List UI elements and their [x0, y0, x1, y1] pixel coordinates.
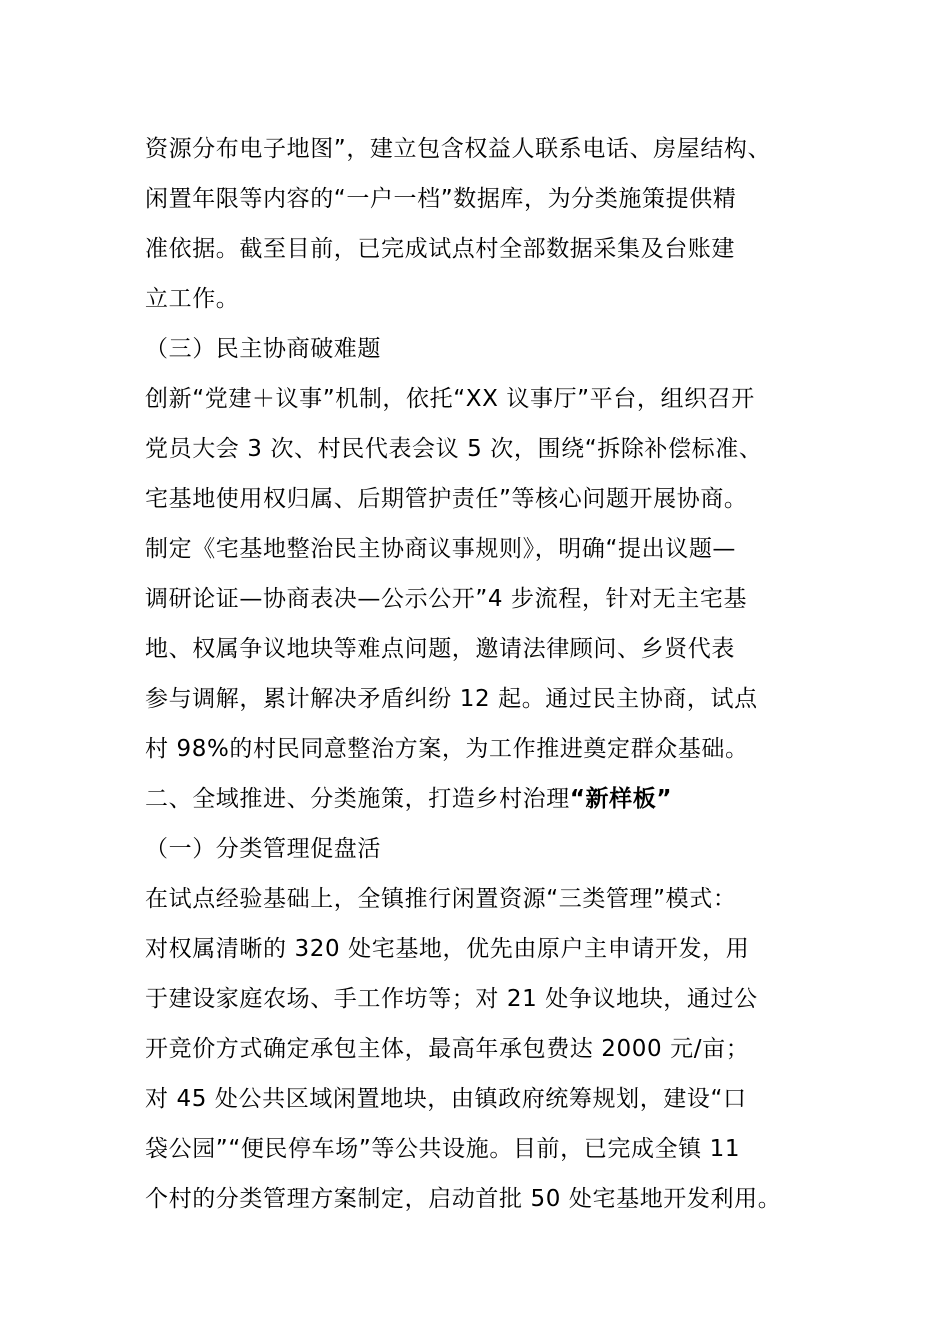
text-line: 袋公园”“便民停车场”等公共设施。目前，已完成全镇 11 [145, 1136, 741, 1162]
text-line: 对权属清晰的 320 处宅基地，优先由原户主申请开发，用 [145, 936, 750, 962]
chapter-heading [145, 774, 825, 824]
text-line: 制定《宅基地整治民主协商议事规则》，明确“提出议题— [145, 536, 737, 562]
text-line: 立工作。 [145, 286, 240, 312]
text-line: 个村的分类管理方案制定，启动首批 50 处宅基地开发利用。 [145, 1186, 782, 1212]
text-line: 在试点经验基础上，全镇推行闲置资源“三类管理”模式： [145, 886, 737, 912]
chapter-heading-bold: “新样板” [569, 786, 673, 812]
text-line: 开竞价方式确定承包主体，最高年承包费达 2000 元/亩； [145, 1036, 750, 1062]
text-line: 村 98%的村民同意整治方案，为工作推进奠定群众基础。 [145, 736, 749, 762]
text-line: 于建设家庭农场、手工作坊等；对 21 处争议地块，通过公 [145, 986, 758, 1012]
section-heading: （三）民主协商破难题 [145, 336, 381, 362]
text-line: 地、权属争议地块等难点问题，邀请法律顾问、乡贤代表 [145, 636, 735, 662]
text-line: 对 45 处公共区域闲置地块，由镇政府统筹规划，建设“口 [145, 1086, 747, 1112]
text-line: 资源分布电子地图”，建立包含权益人联系电话、房屋结构、 [145, 136, 772, 162]
text-line: 参与调解，累计解决矛盾纠纷 12 起。通过民主协商，试点 [145, 686, 758, 712]
text-line: 准依据。截至目前，已完成试点村全部数据采集及台账建 [145, 236, 735, 262]
section-heading: （一）分类管理促盘活 [145, 836, 381, 862]
text-line: 创新“党建＋议事”机制，依托“XX 议事厅”平台，组织召开 [145, 386, 755, 412]
text-line: 闲置年限等内容的“一户一档”数据库，为分类施策提供精 [145, 186, 737, 212]
text-line: 宅基地使用权归属、后期管护责任”等核心问题开展协商。 [145, 486, 748, 512]
chapter-heading-text: 二、全域推进、分类施策，打造乡村治理 [145, 786, 570, 812]
text-line: 党员大会 3 次、村民代表会议 5 次，围绕“拆除补偿标准、 [145, 436, 763, 462]
text-line: 调研论证—协商表决—公示公开”4 步流程，针对无主宅基 [145, 586, 748, 612]
